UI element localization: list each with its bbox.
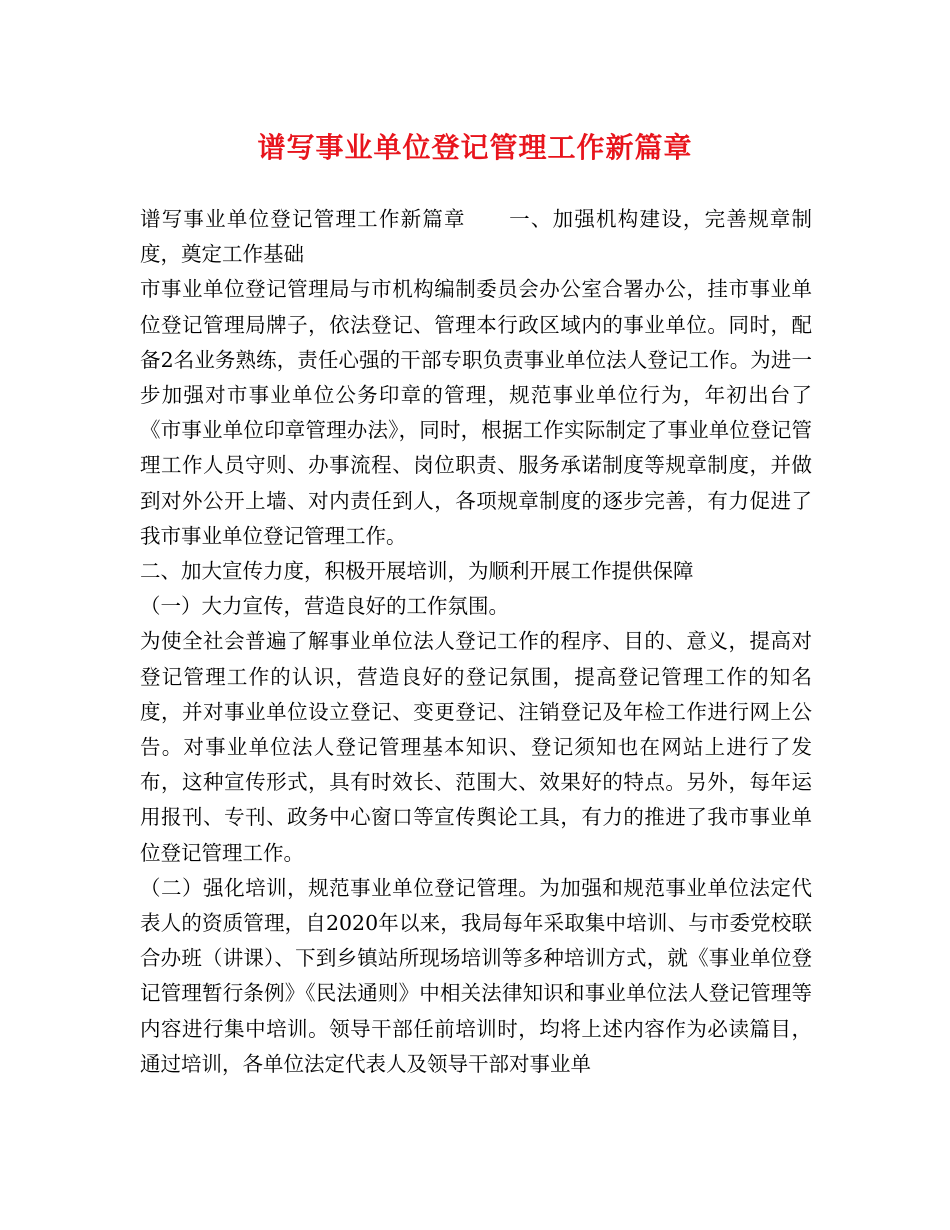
paragraph-intro-heading: 谱写事业单位登记管理工作新篇章 一、加强机构建设，完善规章制度，奠定工作基础: [140, 207, 812, 267]
paragraph-training: （二）强化培训，规范事业单位登记管理。为加强和规范事业单位法定代表人的资质管理，自2020年以来，我局每年采取集中培训、与市委党校联合办班（讲课）、下到乡镇站所现场培训等多种培训方式，就《事业单位登记管理暂行条例》《民法通则》中相关法律知识和事业单位法人登记管理等内容进行集中培训。领导干部任前培训时，均将上述内容作为必读篇目，通过培训，各单位法定代表人及领导干部对事业单: [140, 875, 812, 1076]
paragraph-publicity: 为使全社会普遍了解事业单位法人登记工作的程序、目的、意义，提高对登记管理工作的认识，营造良好的登记氛围，提高登记管理工作的知名度，并对事业单位设立登记、变更登记、注销登记及年检工作进行网上公告。对事业单位法人登记管理基本知识、登记须知也在网站上进行了发布，这种宣传形式，具有时效长、范围大、效果好的特点。另外，每年运用报刊、专刊、政务中心窗口等宣传舆论工具，有力的推进了我市事业单位登记管理工作。: [140, 629, 812, 865]
document-title: 谱写事业单位登记管理工作新篇章: [257, 131, 693, 164]
subsection-heading-publicity: （一）大力宣传，营造良好的工作氛围。: [140, 594, 509, 619]
paragraph-organization: 市事业单位登记管理局与市机构编制委员会办公室合署办公，挂市事业单位登记管理局牌子，依法登记、管理本行政区域内的事业单位。同时，配备2名业务熟练，责任心强的干部专职负责事业单位法人登记工作。为进一步加强对市事业单位公务印章的管理，规范事业单位行为，年初出台了《市事业单位印章管理办法》，同时，根据工作实际制定了事业单位登记管理工作人员守则、办事流程、岗位职责、服务承诺制度等规章制度，并做到对外公开上墙、对内责任到人，各项规章制度的逐步完善，有力促进了我市事业单位登记管理工作。: [140, 277, 812, 548]
document-body: [140, 202, 812, 1082]
section-heading-publicity: 二、加大宣传力度，积极开展培训，为顺利开展工作提供保障: [140, 559, 694, 584]
